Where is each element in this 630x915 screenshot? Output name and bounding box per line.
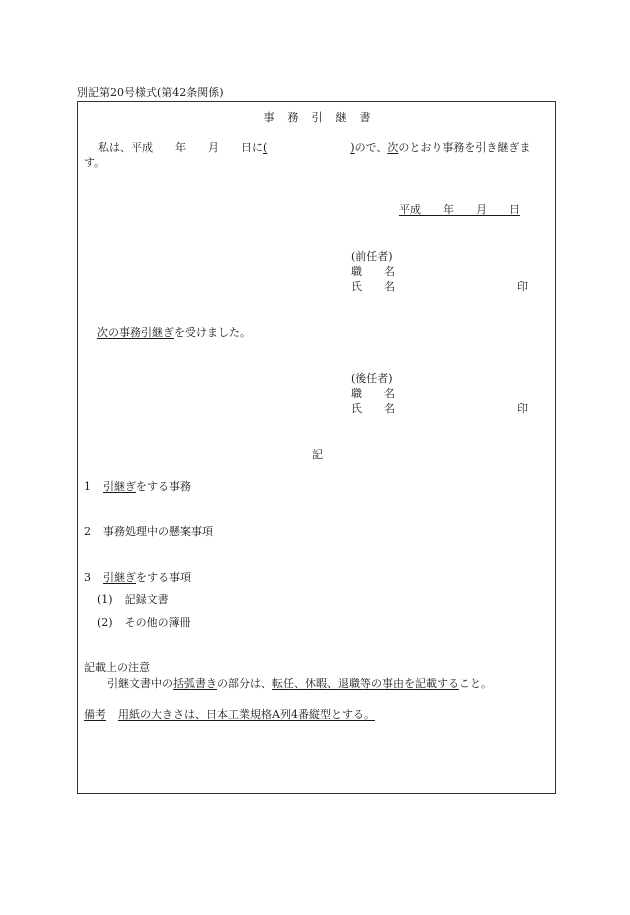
intro-text-2: ので、 [354, 141, 388, 154]
intro-line [98, 141, 530, 154]
item-2-text: 事務処理中の懸案事項 [103, 525, 213, 538]
item-1-underlined: 引継ぎ [103, 480, 136, 493]
item-1-number: 1 [84, 480, 91, 493]
intro-text-1: 私は、平成 年 月 日に [98, 141, 263, 154]
notes-text-3: の部分は、 [217, 677, 272, 690]
successor-post-label: 職 名 [351, 387, 395, 400]
sub-item-2 [97, 616, 191, 629]
ki-heading: 記 [312, 448, 323, 461]
intro-text-4: のとおり事務を引き継ぎま [398, 141, 531, 154]
sub-item-2-number: (2) [97, 616, 113, 629]
sub-item-2-text: その他の簿冊 [124, 616, 191, 629]
predecessor-name-label: 氏 名 [351, 280, 395, 293]
predecessor-label: (前任者) [351, 250, 393, 263]
remarks-label: 備考 [84, 708, 106, 721]
reason-blank: ( ) [263, 141, 355, 154]
predecessor-post-label: 職 名 [351, 265, 395, 278]
notes-heading: 記載上の注意 [84, 661, 150, 674]
notes-text [107, 677, 492, 690]
item-3-underlined: 引継ぎ [103, 571, 136, 584]
item-2-number: 2 [84, 525, 91, 538]
successor-seal: 印 [517, 402, 528, 415]
remarks-text: 用紙の大きさは、日本工業規格A列4番縦型とする。 [118, 708, 375, 721]
intro-line-2: す。 [84, 156, 106, 169]
successor-label: (後任者) [351, 372, 393, 385]
received-rest: を受けました。 [174, 326, 251, 339]
document-frame [77, 101, 556, 794]
item-2 [84, 525, 213, 538]
notes-text-5: こと。 [459, 677, 492, 690]
sub-item-1-text: 記録文書 [124, 593, 169, 606]
received-statement [97, 326, 251, 339]
item-3-number: 3 [84, 571, 91, 584]
successor-name-label: 氏 名 [351, 402, 395, 415]
sub-item-1 [97, 593, 169, 606]
item-3 [84, 571, 191, 584]
item-1-text: をする事務 [136, 480, 191, 493]
predecessor-seal: 印 [517, 280, 528, 293]
date-line: 平成 年 月 日 [399, 203, 520, 216]
item-1 [84, 480, 191, 493]
notes-text-4: 転任、休暇、退職等の事由を記載する [272, 677, 459, 690]
intro-text-3: 次 [387, 141, 399, 154]
remarks-line [84, 708, 375, 721]
notes-text-1: 引継文書中の [107, 677, 173, 690]
received-underlined: 次の事務引継ぎ [97, 326, 174, 339]
document-title: 事 務 引 継 書 [263, 111, 372, 124]
form-number-label: 別記第20号様式(第42条関係) [77, 86, 224, 99]
notes-text-2: 括弧書き [173, 677, 217, 690]
item-3-text: をする事項 [136, 571, 191, 584]
sub-item-1-number: (1) [97, 593, 113, 606]
